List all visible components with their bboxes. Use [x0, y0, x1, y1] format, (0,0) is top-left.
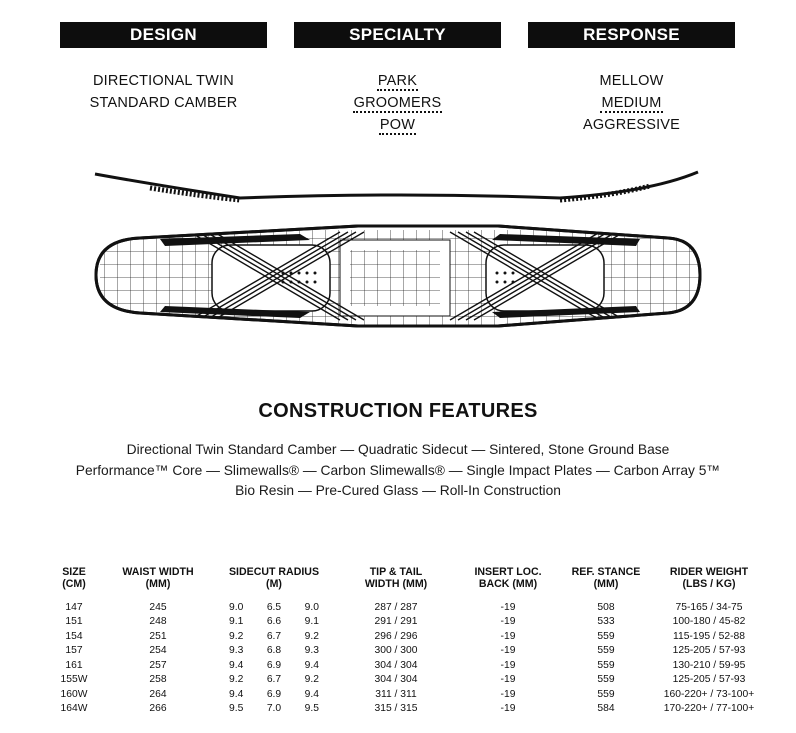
radius-value: 9.5: [229, 703, 244, 715]
waist-cell: 258: [149, 674, 167, 686]
specialty-item: [294, 70, 501, 92]
tip-tail-cell: 287 / 287: [374, 601, 418, 613]
header-ref-stance: REF. STANCE (MM): [571, 566, 641, 590]
stance-cell: 559: [597, 674, 615, 686]
header-sidecut-radius: SIDECUT RADIUS (M): [228, 566, 320, 590]
insert-cell: -19: [500, 688, 516, 700]
stance-cell: 508: [597, 601, 615, 613]
specialty-label: POW: [379, 117, 416, 133]
construction-title: CONSTRUCTION FEATURES: [258, 400, 538, 422]
radius-value: 9.2: [304, 630, 319, 642]
response-label: AGGRESSIVE: [582, 117, 681, 133]
weight-cell: 170-220+ / 77-100+: [663, 703, 755, 715]
radius-value: 6.7: [266, 630, 282, 642]
radius-value: 6.8: [266, 645, 282, 657]
weight-cell: 125-205 / 57-93: [672, 674, 746, 686]
spec-table: [46, 566, 764, 716]
insert-cell: -19: [500, 659, 516, 671]
design-item: [60, 92, 267, 114]
specialty-item: [294, 92, 501, 114]
radius-value: 6.7: [266, 674, 282, 686]
tip-tail-cell: 315 / 315: [374, 703, 418, 715]
table-row: [46, 658, 764, 673]
table-row: [46, 702, 764, 717]
waist-cell: 254: [149, 645, 167, 657]
snowboard-illustration: [0, 160, 796, 350]
insert-cell: -19: [500, 674, 516, 686]
stance-cell: 559: [597, 630, 615, 642]
specialty-label: PARK: [377, 73, 418, 89]
radius-value: 9.4: [229, 659, 244, 671]
radius-cell: [214, 644, 334, 659]
weight-cell: 100-180 / 45-82: [672, 616, 746, 628]
size-cell: 155W: [60, 674, 88, 686]
construction-line: Bio Resin — Pre-Cured Glass — Roll-In Construction: [235, 483, 561, 498]
size-cell: 160W: [60, 688, 88, 700]
table-row: [46, 615, 764, 630]
specialty-list: [294, 70, 501, 136]
weight-cell: 130-210 / 59-95: [672, 659, 746, 671]
header-size: SIZE (CM): [62, 566, 86, 590]
construction-line: Performance™ Core — Slimewalls® — Carbon Slimewalls® — Single Impact Plates — Carbon Array 5™: [75, 462, 721, 478]
size-cell: 154: [65, 630, 83, 642]
radius-value: 9.2: [229, 630, 244, 642]
radius-cell: [214, 615, 334, 630]
header-waist-width: WAIST WIDTH (MM): [122, 566, 194, 590]
radius-value: 7.0: [266, 703, 282, 715]
stance-cell: 559: [597, 645, 615, 657]
weight-cell: 160-220+ / 73-100+: [663, 688, 755, 700]
radius-value: 9.2: [229, 674, 244, 686]
response-header: RESPONSE: [528, 22, 735, 48]
radius-value: 9.1: [304, 616, 319, 628]
tip-tail-cell: 291 / 291: [374, 616, 418, 628]
spec-table-header: [46, 566, 764, 600]
weight-cell: 125-205 / 57-93: [672, 645, 746, 657]
board-top-view: [96, 226, 700, 330]
waist-cell: 245: [149, 601, 167, 613]
radius-cell: [214, 658, 334, 673]
radius-cell: [214, 687, 334, 702]
design-header: DESIGN: [60, 22, 267, 48]
radius-value: 9.3: [304, 645, 319, 657]
insert-cell: -19: [500, 703, 516, 715]
waist-cell: 251: [149, 630, 167, 642]
response-label: MEDIUM: [601, 95, 662, 111]
design-label: STANDARD CAMBER: [89, 95, 238, 111]
tip-tail-cell: 304 / 304: [374, 674, 418, 686]
radius-value: 9.4: [229, 688, 244, 700]
table-row: [46, 673, 764, 688]
radius-value: 9.4: [304, 688, 319, 700]
response-item: [528, 70, 735, 92]
size-cell: 161: [65, 659, 83, 671]
radius-value: 6.9: [266, 659, 282, 671]
radius-value: 6.5: [266, 601, 282, 613]
response-list: [528, 70, 735, 136]
weight-cell: 75-165 / 34-75: [675, 601, 743, 613]
table-row: [46, 687, 764, 702]
size-cell: 164W: [60, 703, 88, 715]
radius-value: 9.4: [304, 659, 319, 671]
waist-cell: 264: [149, 688, 167, 700]
header-insert-location: INSERT LOC. BACK (MM): [474, 566, 542, 590]
header-tip-tail-width: TIP & TAIL WIDTH (MM): [364, 566, 428, 590]
radius-cell: [214, 702, 334, 717]
radius-value: 9.2: [304, 674, 319, 686]
tip-tail-cell: 296 / 296: [374, 630, 418, 642]
specialty-label: GROOMERS: [353, 95, 442, 111]
radius-value: 9.0: [229, 601, 244, 613]
radius-value: 6.9: [266, 688, 282, 700]
insert-cell: -19: [500, 645, 516, 657]
tip-tail-cell: 304 / 304: [374, 659, 418, 671]
response-label: MELLOW: [599, 73, 664, 89]
tip-tail-cell: 311 / 311: [375, 688, 417, 700]
specialty-header: SPECIALTY: [294, 22, 501, 48]
insert-cell: -19: [500, 616, 516, 628]
stance-cell: 559: [597, 688, 615, 700]
radius-value: 9.3: [229, 645, 244, 657]
radius-value: 9.1: [229, 616, 244, 628]
table-row: [46, 600, 764, 615]
table-row: [46, 644, 764, 659]
size-cell: 151: [65, 616, 83, 628]
radius-value: 9.5: [304, 703, 319, 715]
waist-cell: 248: [149, 616, 167, 628]
radius-cell: [214, 673, 334, 688]
stance-cell: 559: [597, 659, 615, 671]
stance-cell: 584: [597, 703, 615, 715]
size-cell: 147: [65, 601, 83, 613]
design-item: [60, 70, 267, 92]
radius-value: 6.6: [266, 616, 282, 628]
radius-cell: [214, 629, 334, 644]
construction-line: Directional Twin Standard Camber — Quadratic Sidecut — Sintered, Stone Ground Base: [126, 442, 670, 457]
response-item: [528, 92, 735, 114]
response-item: [528, 114, 735, 136]
tip-tail-cell: 300 / 300: [374, 645, 418, 657]
waist-cell: 266: [149, 703, 167, 715]
waist-cell: 257: [149, 659, 167, 671]
table-row: [46, 629, 764, 644]
radius-cell: [214, 600, 334, 615]
stance-cell: 533: [597, 616, 615, 628]
header-rider-weight: RIDER WEIGHT (LBS / KG): [669, 566, 749, 590]
construction-features: [0, 440, 796, 502]
specialty-item: [294, 114, 501, 136]
board-profile: [95, 172, 698, 200]
size-cell: 157: [65, 645, 83, 657]
weight-cell: 115-195 / 52-88: [673, 630, 745, 642]
insert-cell: -19: [500, 630, 516, 642]
design-list: [60, 70, 267, 114]
radius-value: 9.0: [304, 601, 319, 613]
insert-cell: -19: [500, 601, 516, 613]
design-label: DIRECTIONAL TWIN: [93, 73, 234, 89]
